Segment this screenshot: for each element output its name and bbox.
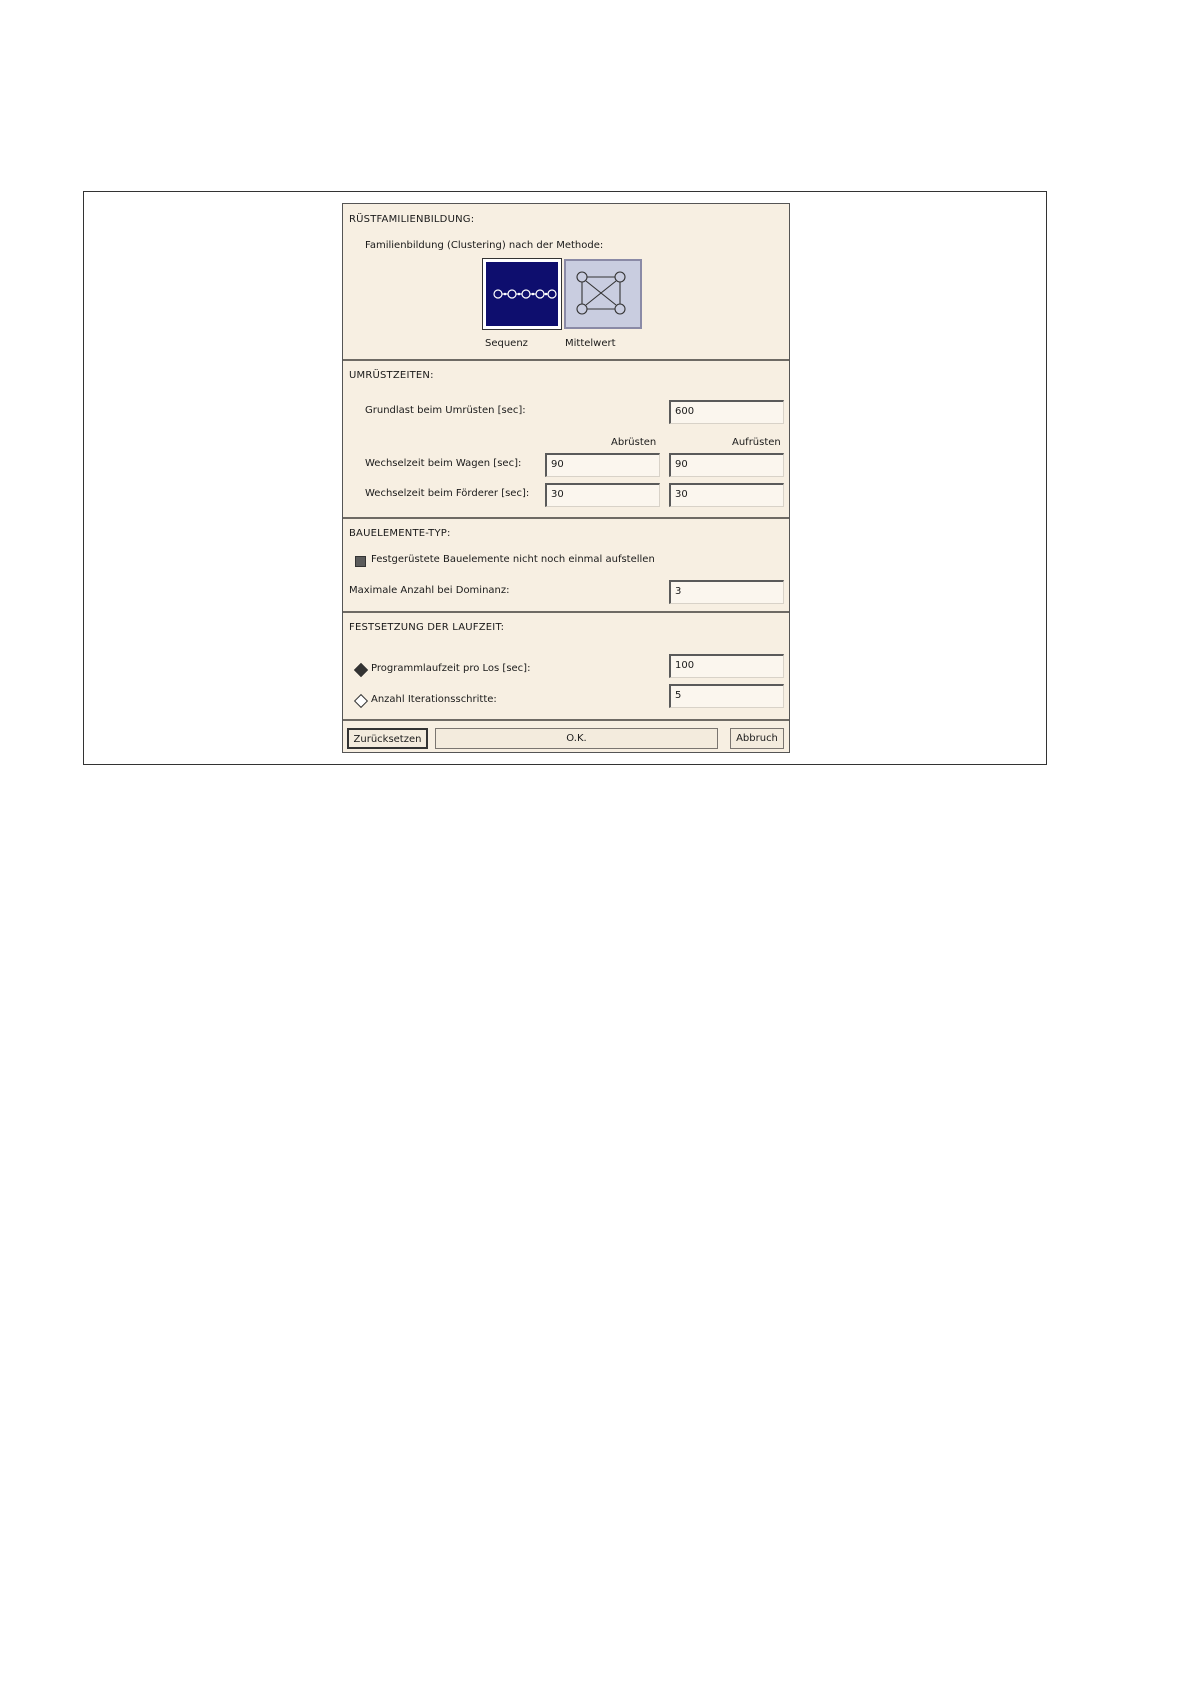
base-load-input[interactable]: 600: [669, 400, 784, 424]
section-divider: [343, 517, 789, 519]
family-section-title: RÜSTFAMILIENBILDUNG:: [349, 214, 475, 225]
carriage-setup-input[interactable]: 90: [669, 453, 784, 477]
iterations-label: Anzahl Iterationsschritte:: [371, 694, 497, 705]
family-method-label: Familienbildung (Clustering) nach der Methode:: [365, 240, 604, 251]
section-divider: [343, 611, 789, 613]
skip-setup-checkbox[interactable]: [355, 556, 366, 567]
iterations-input[interactable]: 5: [669, 684, 784, 708]
max-dominance-label: Maximale Anzahl bei Dominanz:: [349, 585, 510, 596]
mean-method-button[interactable]: [564, 259, 642, 329]
mean-method-label: Mittelwert: [565, 338, 616, 349]
sequence-method-label: Sequenz: [485, 338, 528, 349]
changeover-section-title: UMRÜSTZEITEN:: [349, 370, 434, 381]
ok-button[interactable]: O.K.: [435, 728, 718, 749]
setup-column-header: Aufrüsten: [732, 437, 781, 448]
component-section-title: BAUELEMENTE-TYP:: [349, 528, 451, 539]
iterations-radio[interactable]: [354, 694, 368, 708]
runtime-section-title: FESTSETZUNG DER LAUFZEIT:: [349, 622, 505, 633]
skip-setup-checkbox-label: Festgerüstete Bauelemente nicht noch einmal aufstellen: [371, 554, 655, 565]
section-divider: [343, 719, 789, 721]
feeder-setup-input[interactable]: 30: [669, 483, 784, 507]
section-divider: [343, 359, 789, 361]
carriage-teardown-input[interactable]: 90: [545, 453, 660, 477]
teardown-column-header: Abrüsten: [611, 437, 657, 448]
network-graph-icon: [566, 261, 640, 327]
program-runtime-input[interactable]: 100: [669, 654, 784, 678]
reset-button[interactable]: Zurücksetzen: [347, 728, 428, 749]
sequence-method-button[interactable]: [483, 259, 561, 329]
base-load-label: Grundlast beim Umrüsten [sec]:: [365, 405, 526, 416]
max-dominance-input[interactable]: 3: [669, 580, 784, 604]
cancel-button[interactable]: Abbruch: [730, 728, 784, 749]
carriage-change-label: Wechselzeit beim Wagen [sec]:: [365, 458, 522, 469]
program-runtime-radio[interactable]: [354, 663, 368, 677]
program-runtime-label: Programmlaufzeit pro Los [sec]:: [371, 663, 531, 674]
feeder-teardown-input[interactable]: 30: [545, 483, 660, 507]
feeder-change-label: Wechselzeit beim Förderer [sec]:: [365, 488, 530, 499]
settings-dialog: [342, 203, 790, 753]
sequence-chain-icon: [486, 262, 558, 326]
